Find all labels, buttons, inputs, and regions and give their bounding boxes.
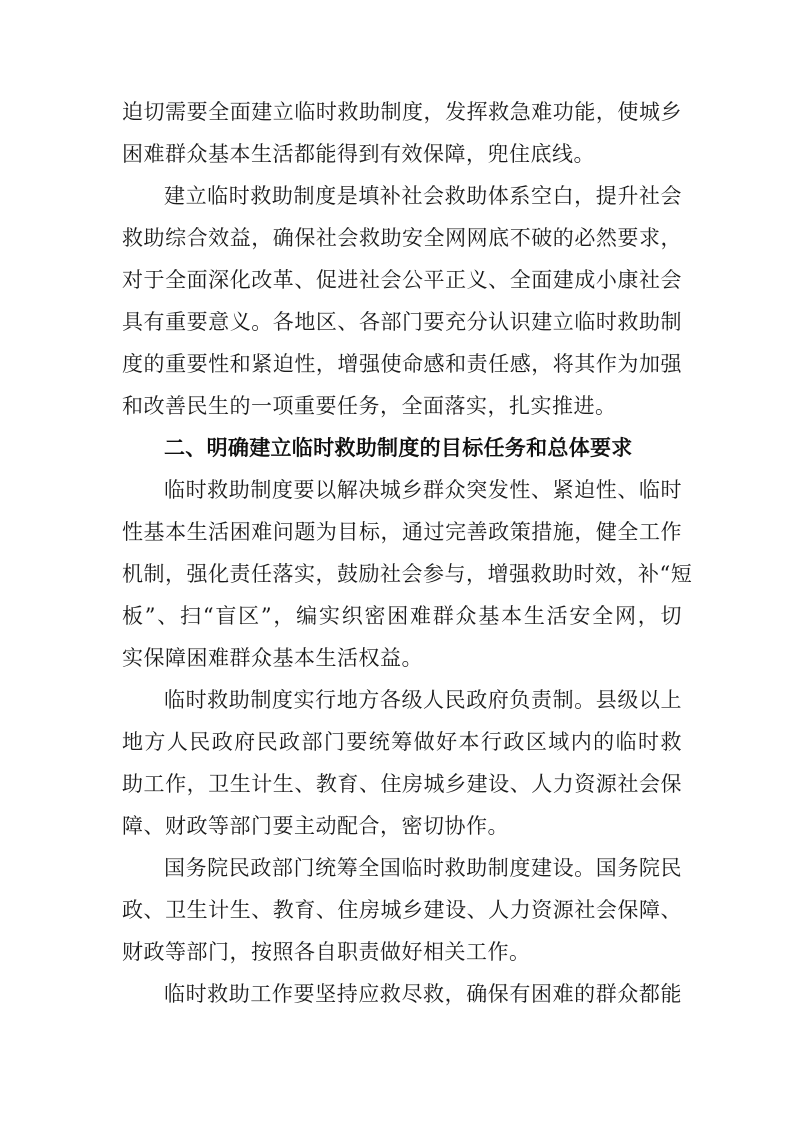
paragraph-4-line-4: 障、财政等部门要主动配合，密切协作。 <box>122 814 509 838</box>
paragraph-3-line-4: 板”、扫“盲区”，编实织密困难群众基本生活安全网，切 <box>122 604 682 628</box>
paragraph-3-line-3: 机制，强化责任落实，鼓励社会参与，增强救助时效，补“短 <box>122 562 693 586</box>
paragraph-3-line-5: 实保障困难群众基本生活权益。 <box>122 646 423 670</box>
paragraph-1-line-2: 困难群众基本生活都能得到有效保障，兜住底线。 <box>122 142 595 166</box>
paragraph-6-line-1: 临时救助工作要坚持应救尽救，确保有困难的群众都能 <box>164 982 682 1006</box>
section-heading: 二、明确建立临时救助制度的目标任务和总体要求 <box>164 436 633 460</box>
paragraph-5-line-2: 政、卫生计生、教育、住房城乡建设、人力资源社会保障、 <box>122 898 682 922</box>
paragraph-3-line-1: 临时救助制度要以解决城乡群众突发性、紧迫性、临时 <box>164 478 682 502</box>
paragraph-2-line-4: 具有重要意义。各地区、各部门要充分认识建立临时救助制 <box>122 310 682 334</box>
paragraph-4-line-2: 地方人民政府民政部门要统筹做好本行政区域内的临时救 <box>122 730 682 754</box>
paragraph-2-line-3: 对于全面深化改革、促进社会公平正义、全面建成小康社会 <box>122 268 682 292</box>
paragraph-2-line-6: 和改善民生的一项重要任务，全面落实，扎实推进。 <box>122 394 617 418</box>
paragraph-2-line-2: 救助综合效益，确保社会救助安全网网底不破的必然要求， <box>122 226 682 250</box>
paragraph-3-line-2: 性基本生活困难问题为目标，通过完善政策措施，健全工作 <box>122 520 682 544</box>
paragraph-4-line-3: 助工作，卫生计生、教育、住房城乡建设、人力资源社会保 <box>122 772 682 796</box>
paragraph-4-line-1: 临时救助制度实行地方各级人民政府负责制。县级以上 <box>164 688 682 712</box>
paragraph-1-line-1: 迫切需要全面建立临时救助制度，发挥救急难功能，使城乡 <box>122 100 682 124</box>
paragraph-5-line-3: 财政等部门，按照各自职责做好相关工作。 <box>122 940 531 964</box>
paragraph-2-line-1: 建立临时救助制度是填补社会救助体系空白，提升社会 <box>164 184 682 208</box>
paragraph-5-line-1: 国务院民政部门统筹全国临时救助制度建设。国务院民 <box>164 856 682 880</box>
paragraph-2-line-5: 度的重要性和紧迫性，增强使命感和责任感，将其作为加强 <box>122 352 682 376</box>
